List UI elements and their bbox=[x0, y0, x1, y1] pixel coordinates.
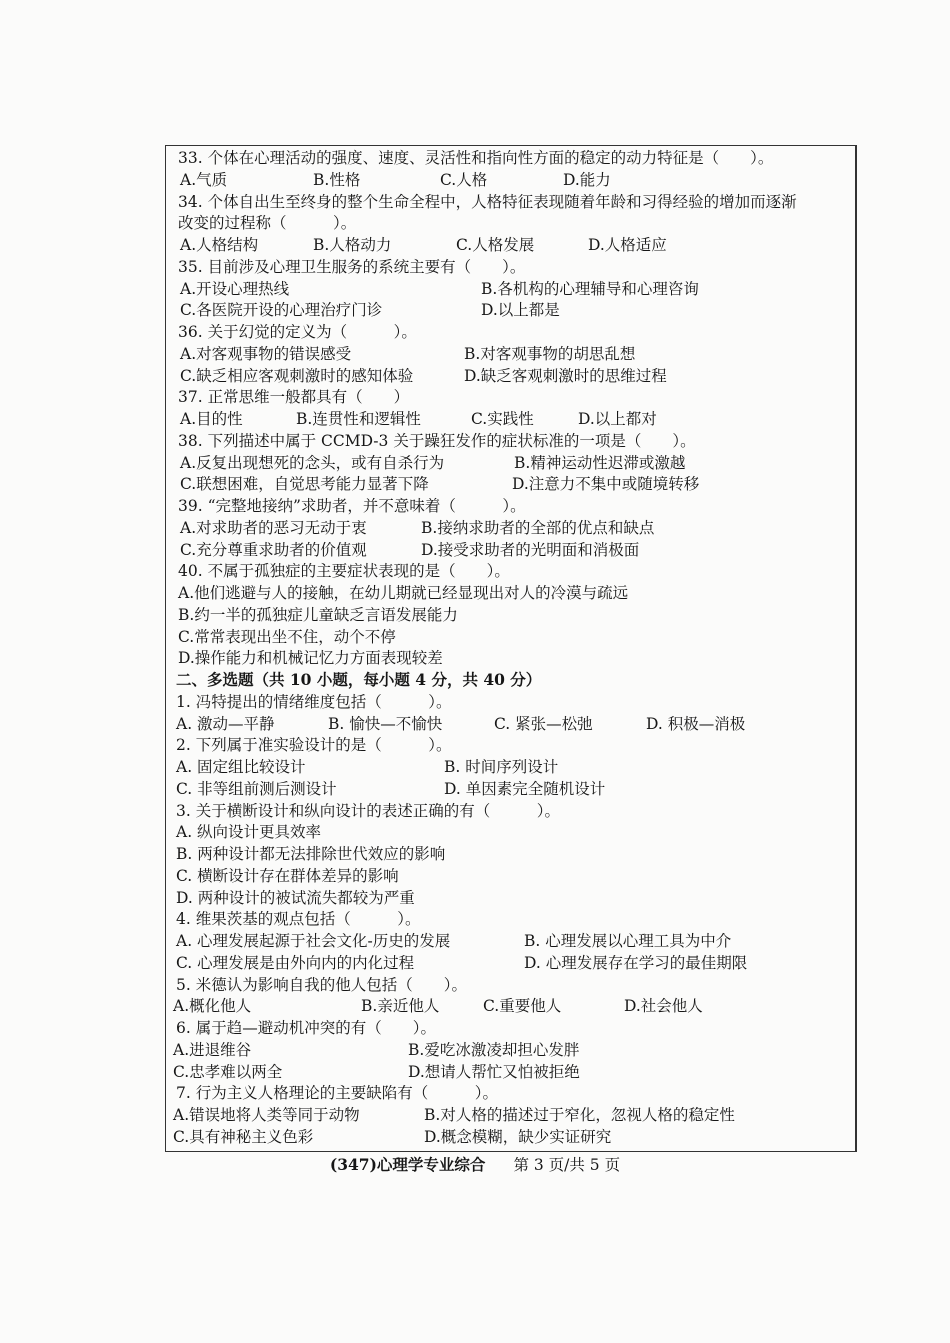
options-row bbox=[0, 713, 950, 735]
page-number: 第 3 页/共 5 页 bbox=[513, 1156, 621, 1174]
options-row bbox=[0, 278, 950, 300]
page-footer bbox=[0, 1153, 950, 1175]
question-text: 3. 关于横断设计和纵向设计的表述正确的有（ ）。 bbox=[176, 801, 560, 820]
option-text: C.充分尊重求助者的价值观 bbox=[180, 540, 367, 559]
option-text: B.性格 bbox=[313, 170, 361, 189]
question-text: 二、多选题（共 10 小题，每小题 4 分，共 40 分） bbox=[176, 670, 542, 689]
option-text: B. 愉快—不愉快 bbox=[328, 714, 443, 733]
question-line bbox=[0, 734, 950, 756]
option-text: B. 两种设计都无法排除世代效应的影响 bbox=[176, 845, 446, 863]
option-text: A. 纵向设计更具效率 bbox=[176, 823, 322, 842]
option-text: C.人格 bbox=[440, 170, 488, 189]
options-row bbox=[0, 952, 950, 974]
option-text: A. 心理发展起源于社会文化-历史的发展 bbox=[176, 932, 451, 950]
options-row bbox=[0, 343, 950, 365]
options-row bbox=[0, 365, 950, 387]
option-text: A. 激动—平静 bbox=[176, 714, 275, 733]
question-line bbox=[0, 821, 950, 843]
option-text: B.亲近他人 bbox=[361, 997, 440, 1016]
question-text: 39. “完整地接纳”求助者，并不意味着（ ）。 bbox=[178, 497, 526, 515]
question-line bbox=[0, 582, 950, 604]
option-text: A.对客观事物的错误感受 bbox=[180, 344, 352, 363]
question-line bbox=[0, 691, 950, 713]
question-text: 37. 正常思维一般都具有（ ） bbox=[178, 388, 410, 407]
options-row bbox=[0, 517, 950, 539]
option-text: C.各医院开设的心理治疗门诊 bbox=[180, 301, 383, 320]
question-text: 36. 关于幻觉的定义为（ ）。 bbox=[178, 323, 417, 341]
option-text: B.爱吃冰激凌却担心发胖 bbox=[408, 1040, 580, 1059]
options-row bbox=[0, 473, 950, 495]
options-row bbox=[0, 1061, 950, 1083]
question-line bbox=[0, 1017, 950, 1039]
option-text: C. 横断设计存在群体差异的影响 bbox=[176, 866, 399, 885]
question-text: 5. 米德认为影响自我的他人包括（ ）。 bbox=[176, 975, 467, 994]
option-text: D. 心理发展存在学习的最佳期限 bbox=[524, 953, 748, 972]
exam-code: (347)心理学专业综合 bbox=[329, 1155, 486, 1174]
question-line bbox=[0, 908, 950, 930]
question-text: 1. 冯特提出的情绪维度包括（ ）。 bbox=[176, 692, 452, 711]
option-text: D.能力 bbox=[563, 170, 611, 189]
option-text: C.常常表现出坐不住，动个不停 bbox=[178, 627, 396, 646]
option-text: C.实践性 bbox=[471, 410, 534, 428]
option-text: B.接纳求助者的全部的优点和缺点 bbox=[421, 518, 655, 537]
question-text: 40. 不属于孤独症的主要症状表现的是（ ）。 bbox=[178, 562, 510, 581]
option-text: A.开设心理热线 bbox=[180, 279, 290, 298]
option-text: B.对客观事物的胡思乱想 bbox=[464, 344, 636, 363]
option-text: C.重要他人 bbox=[483, 997, 562, 1016]
question-text: 2. 下列属于准实验设计的是（ ）。 bbox=[176, 736, 452, 755]
options-row bbox=[0, 299, 950, 321]
option-text: D. 积极—消极 bbox=[646, 714, 746, 733]
option-text: D.想请人帮忙又怕被拒绝 bbox=[408, 1062, 580, 1081]
option-text: B.精神运动性迟滞或激越 bbox=[514, 453, 686, 472]
options-row bbox=[0, 756, 950, 778]
option-text: C. 心理发展是由外向内的内化过程 bbox=[176, 953, 415, 972]
options-row bbox=[0, 1126, 950, 1148]
option-text: D.注意力不集中或随境转移 bbox=[512, 475, 700, 494]
question-line bbox=[0, 626, 950, 648]
option-text: D. 单因素完全随机设计 bbox=[444, 779, 606, 798]
question-text: 33. 个体在心理活动的强度、速度、灵活性和指向性方面的稳定的动力特征是（ ）。 bbox=[178, 149, 774, 167]
option-text: A.目的性 bbox=[180, 410, 243, 428]
options-row bbox=[0, 539, 950, 561]
option-text: B.约一半的孤独症儿童缺乏言语发展能力 bbox=[178, 605, 458, 624]
question-text: 35. 目前涉及心理卫生服务的系统主要有（ ）。 bbox=[178, 257, 526, 276]
question-text: 34. 个体自出生至终身的整个生命全程中，人格特征表现随着年龄和习得经验的增加而逐渐 bbox=[178, 192, 797, 211]
question-text: 4. 维果茨基的观点包括（ ）。 bbox=[176, 910, 421, 929]
options-row bbox=[0, 1039, 950, 1061]
option-text: B.人格动力 bbox=[313, 236, 392, 254]
options-row bbox=[0, 234, 950, 256]
option-text: A.概化他人 bbox=[173, 997, 252, 1016]
option-text: C. 非等组前测后测设计 bbox=[176, 779, 337, 798]
option-text: A.人格结构 bbox=[180, 236, 259, 254]
option-text: A.对求助者的恶习无动于衷 bbox=[180, 518, 367, 537]
option-text: D. 两种设计的被试流失都较为严重 bbox=[176, 888, 415, 907]
question-line bbox=[0, 147, 950, 169]
question-line bbox=[0, 560, 950, 582]
option-text: A.错误地将人类等同于动物 bbox=[173, 1106, 360, 1124]
question-line bbox=[0, 321, 950, 343]
question-line bbox=[0, 1082, 950, 1104]
option-text: A.反复出现想死的念头，或有自杀行为 bbox=[180, 453, 445, 472]
option-text: A.气质 bbox=[180, 170, 228, 189]
options-row bbox=[0, 1104, 950, 1126]
question-line bbox=[0, 386, 950, 408]
question-line bbox=[0, 495, 950, 517]
option-text: B. 时间序列设计 bbox=[444, 758, 559, 776]
option-text: D.社会他人 bbox=[624, 997, 703, 1016]
question-line bbox=[0, 256, 950, 278]
options-row bbox=[0, 169, 950, 191]
question-line bbox=[0, 647, 950, 669]
options-row bbox=[0, 778, 950, 800]
option-text: B.对人格的描述过于窄化，忽视人格的稳定性 bbox=[424, 1106, 735, 1124]
question-text: 6. 属于趋—避动机冲突的有（ ）。 bbox=[176, 1019, 436, 1037]
option-text: D.概念模糊，缺少实证研究 bbox=[424, 1127, 612, 1146]
option-text: A. 固定组比较设计 bbox=[176, 758, 306, 776]
question-text: 38. 下列描述中属于 CCMD-3 关于躁狂发作的症状标准的一项是（ ）。 bbox=[178, 431, 696, 450]
options-row bbox=[0, 995, 950, 1017]
question-line bbox=[0, 430, 950, 452]
options-row bbox=[0, 452, 950, 474]
question-line bbox=[0, 191, 950, 213]
question-line bbox=[0, 887, 950, 909]
question-text: 7. 行为主义人格理论的主要缺陷有（ ）。 bbox=[176, 1084, 498, 1103]
option-text: C.联想困难，自觉思考能力显著下降 bbox=[180, 475, 429, 494]
question-line bbox=[0, 212, 950, 234]
option-text: D.缺乏客观刺激时的思维过程 bbox=[464, 366, 667, 385]
option-text: D.以上都对 bbox=[578, 410, 657, 428]
option-text: B. 心理发展以心理工具为中介 bbox=[524, 932, 732, 950]
question-line bbox=[0, 843, 950, 865]
option-text: D.接受求助者的光明面和消极面 bbox=[421, 540, 640, 559]
question-line bbox=[0, 800, 950, 822]
option-text: C. 紧张—松弛 bbox=[494, 714, 593, 733]
option-text: C.人格发展 bbox=[456, 236, 535, 254]
question-text: 改变的过程称（ ）。 bbox=[178, 214, 357, 233]
option-text: B.连贯性和逻辑性 bbox=[296, 410, 421, 428]
option-text: D.人格适应 bbox=[588, 236, 667, 254]
question-line bbox=[0, 865, 950, 887]
option-text: D.操作能力和机械记忆力方面表现较差 bbox=[178, 649, 443, 668]
question-line bbox=[0, 974, 950, 996]
section-heading bbox=[0, 669, 950, 691]
options-row bbox=[0, 930, 950, 952]
option-text: D.以上都是 bbox=[481, 301, 560, 320]
option-text: C.忠孝难以两全 bbox=[173, 1062, 283, 1081]
option-text: A.进退维谷 bbox=[173, 1040, 252, 1059]
options-row bbox=[0, 408, 950, 430]
option-text: C.缺乏相应客观刺激时的感知体验 bbox=[180, 366, 414, 385]
option-text: B.各机构的心理辅导和心理咨询 bbox=[481, 279, 699, 298]
option-text: A.他们逃避与人的接触，在幼儿期就已经显现出对人的冷漠与疏远 bbox=[178, 584, 629, 602]
question-line bbox=[0, 604, 950, 626]
option-text: C.具有神秘主义色彩 bbox=[173, 1127, 314, 1146]
